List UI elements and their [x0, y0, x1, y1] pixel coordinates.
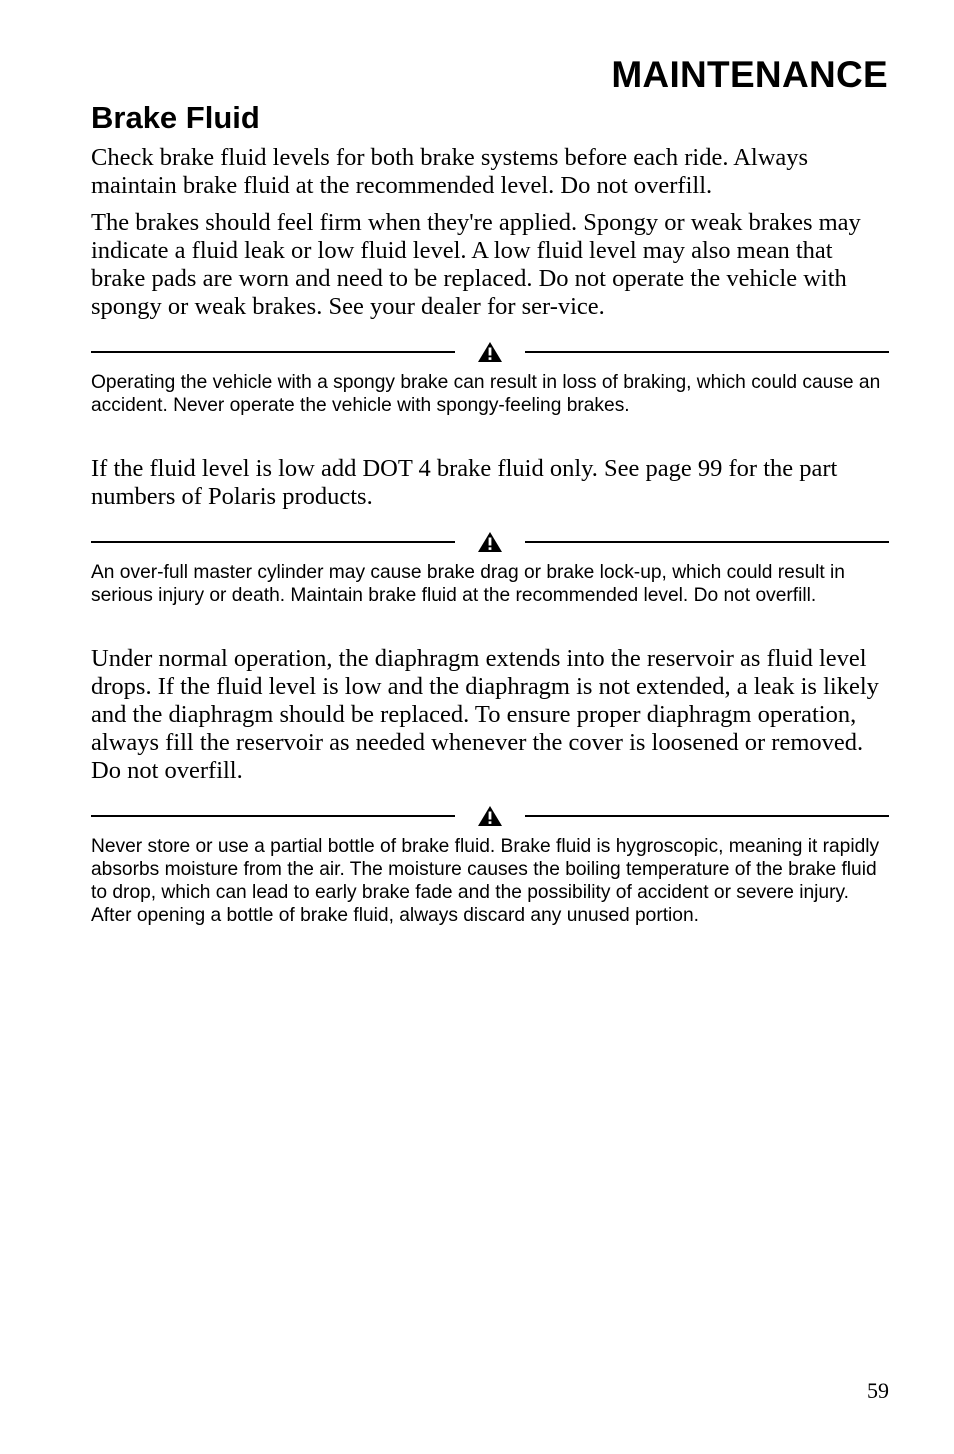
paragraph-check-levels: Check brake fluid levels for both brake systems before each ride. Always maintain brake fluid at the recommended level. Do not overfill.: [91, 144, 809, 199]
warning-text: Operating the vehicle with a spongy brake can result in loss of braking, which could cause an accident. Never operate the vehicle with spongy-feeling brakes.: [91, 372, 881, 416]
divider-line: [91, 815, 455, 817]
section-title: MAINTENANCE: [611, 54, 888, 95]
page-heading: Brake Fluid: [91, 100, 260, 135]
warning-divider: [91, 804, 889, 828]
warning-divider: [91, 530, 889, 554]
warning-block-partial-bottle: [91, 804, 889, 927]
warning-triangle-icon: [455, 531, 525, 553]
warning-text: An over-full master cylinder may cause brake drag or brake lock-up, which could result in serious injury or death. Maintain brake fluid at the recommended level. Do not overfill.: [91, 562, 845, 606]
warning-block-spongy-brake: [91, 340, 889, 417]
page-number: 59: [867, 1378, 889, 1403]
divider-line: [525, 351, 889, 353]
warning-text: Never store or use a partial bottle of brake fluid. Brake fluid is hygroscopic, meaning it rapidly absorbs moisture from the air. The moisture causes the boiling temperature of the brake fluid to drop, which can lead to early brake fade and the possibility of accident or severe injury. After opening a bottle of brake fluid, always discard any unused portion.: [91, 836, 880, 926]
paragraph-firm-brakes: The brakes should feel firm when they're applied. Spongy or weak brakes may indicate a fluid leak or low fluid level. A low fluid level may also mean that brake pads are worn and need to be replaced. Do not operate the vehicle with spongy or weak brakes. See your dealer for ser-vice.: [91, 209, 861, 320]
paragraph-diaphragm: Under normal operation, the diaphragm extends into the reservoir as fluid level drops. If the fluid level is low and the diaphragm is not extended, a leak is likely and the diaphragm should be replaced. To ensure proper diaphragm operation, always fill the reservoir as needed whenever the cover is loosened or removed. Do not overfill.: [91, 645, 879, 784]
warning-triangle-icon: [455, 805, 525, 827]
paragraph-dot4-fluid: If the fluid level is low add DOT 4 brake fluid only. See page 99 for the part numbers of Polaris products.: [91, 455, 838, 510]
divider-line: [91, 351, 455, 353]
divider-line: [525, 541, 889, 543]
divider-line: [91, 541, 455, 543]
page-content: [91, 98, 889, 965]
warning-block-overfull-cylinder: [91, 530, 889, 607]
divider-line: [525, 815, 889, 817]
warning-triangle-icon: [455, 341, 525, 363]
warning-divider: [91, 340, 889, 364]
